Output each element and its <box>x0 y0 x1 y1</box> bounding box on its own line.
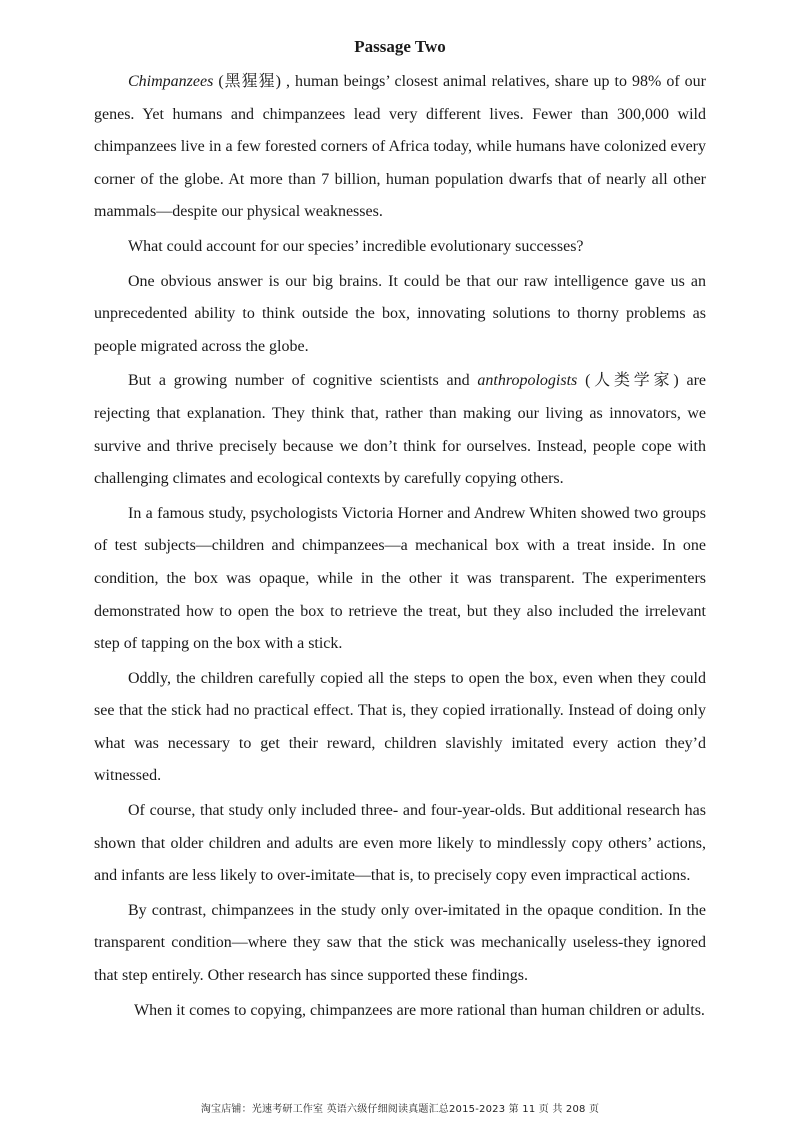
term-chimpanzees-cn: (黑猩猩) <box>218 73 282 90</box>
paragraph-4-after: are rejecting that explanation. They think that, rather than making our living as innovators, we survive and thrive precisely because we don’t think for ourselves. Instead, people cope with challenging climates and ecological contexts by carefully copying others. <box>94 372 707 488</box>
paragraph-8: By contrast, chimpanzees in the study only over-imitated in the opaque condition. In the transparent condition—where they saw that the stick was mechanically useless-they ignored that step entirely. Other research has since supported these findings. <box>94 901 706 985</box>
passage-title: Passage Two <box>354 37 446 56</box>
paragraph-5: In a famous study, psychologists Victoria Horner and Andrew Whiten showed two groups of test subjects—children and chimpanzees—a mechanical box with a treat inside. In one condition, the box was opaque, while in the other it was transparent. The experimenters demonstrated how to open the box to retrieve the treat, but they also included the irrelevant step of tapping on the box with a stick. <box>94 504 706 653</box>
paragraph-1 <box>94 66 706 229</box>
paragraph-2: What could account for our species’ incredible evolutionary successes? <box>128 237 584 255</box>
paragraph-1-text: , human beings’ closest animal relatives, share up to 98% of our genes. Yet humans and chimpanzees lead very different lives. Fewer than 300,000 wild chimpanzees live in a few forested corners of Africa today, while humans have colonized every corner of the globe. At more than 7 billion, human population dwarfs that of nearly all other mammals—despite our physical weaknesses. <box>94 73 707 221</box>
paragraph-9: When it comes to copying, chimpanzees are more rational than human children or adults. <box>134 1001 705 1019</box>
paragraph-6: Oddly, the children carefully copied all the steps to open the box, even when they could see that the stick had no practical effect. That is, they copied irrationally. Instead of doing only what was necessary to get their reward, children slavishly imitated every action they’d witnessed. <box>94 669 706 785</box>
document-page <box>94 36 706 1029</box>
paragraph-4-before: But a growing number of cognitive scientists and <box>128 372 470 390</box>
term-chimpanzees: Chimpanzees <box>128 73 214 90</box>
paragraph-4 <box>94 365 706 495</box>
paragraph-7: Of course, that study only included three- and four-year-olds. But additional research has shown that older children and adults are even more likely to mindlessly copy others’ actions, and infants are less likely to over-imitate—that is, to precisely copy even impractical actions. <box>94 802 706 885</box>
paragraph-3: One obvious answer is our big brains. It could be that our raw intelligence gave us an unprecedented ability to think outside the box, innovating solutions to thorny problems as people migrated across the globe. <box>94 272 706 355</box>
page-footer: 淘宝店铺：光速考研工作室 英语六级仔细阅读真题汇总2015-2023 第 11 页 共 208 页 <box>200 1104 600 1115</box>
term-anthropologists-cn: (人类学家) <box>585 372 679 390</box>
term-anthropologists: anthropologists <box>477 372 578 390</box>
